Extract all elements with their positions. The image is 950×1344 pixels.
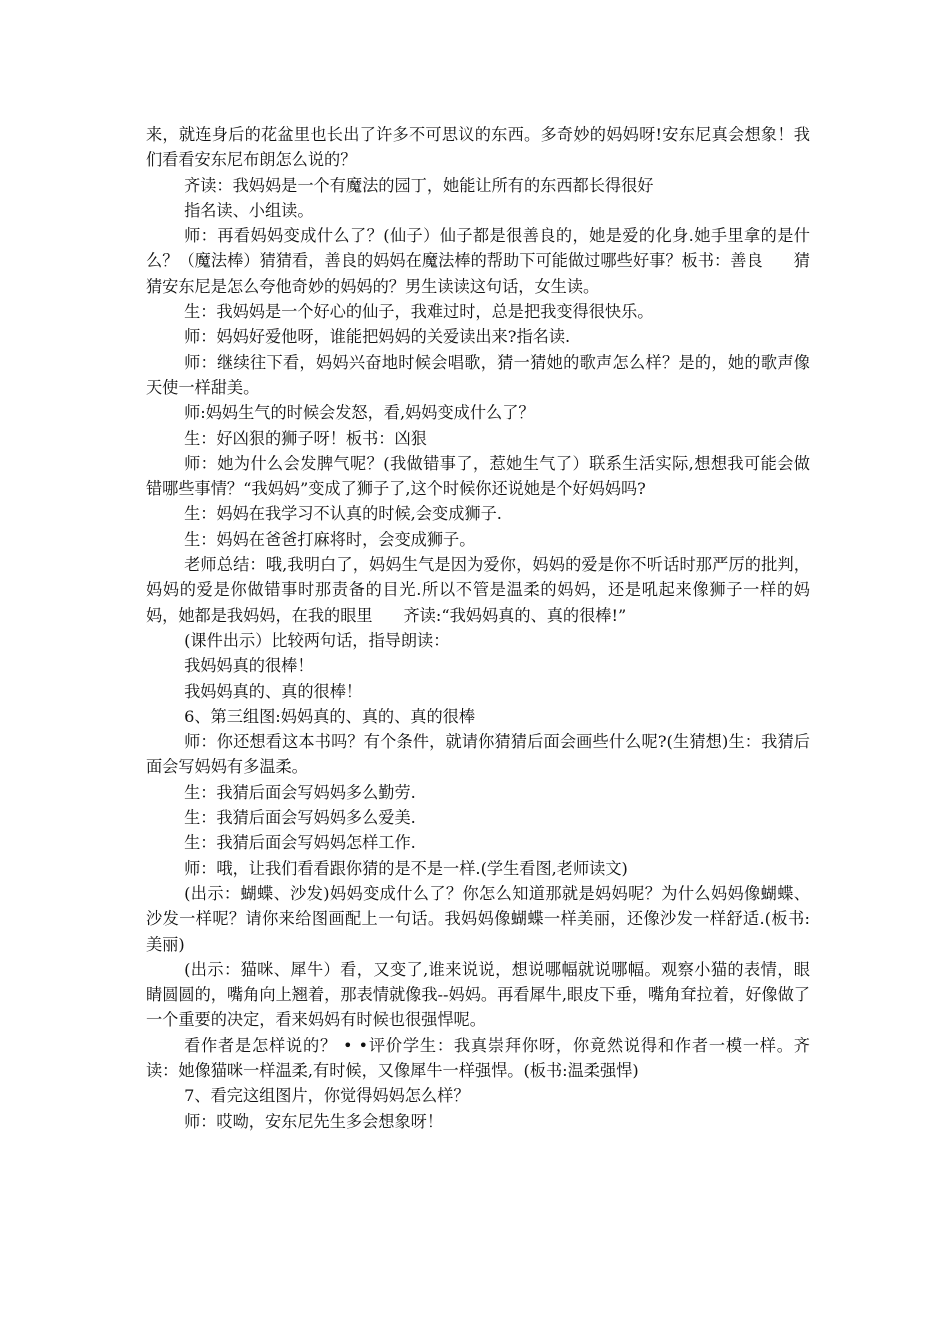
paragraph-section-6-heading: 6、第三组图:妈妈真的、真的、真的很棒 bbox=[184, 706, 476, 726]
paragraph-courseware-compare: (课件出示）比较两句话，指导朗读： bbox=[184, 630, 450, 650]
paragraph-student-study: 生：妈妈在我学习不认真的时候,会变成狮子. bbox=[184, 504, 502, 524]
paragraph-continuation: 来，就连身后的花盆里也长出了许多不可思议的东西。多奇妙的妈妈呀!安东尼真会想象！我们看看安东尼布朗怎么说的？ bbox=[146, 125, 810, 170]
paragraph-author-says: 看作者是怎样说的？ • •评价学生：我真崇拜你呀，你竟然说得和作者一模一样。齐读：她像猫咪一样温柔,有时候，又像犀牛一样强悍。(板书:温柔强悍) bbox=[146, 1035, 810, 1080]
paragraph-teacher-fairy: 师：再看妈妈变成什么了？(仙子）仙子都是很善良的，她是爱的化身.她手里拿的是什么？（魔法棒）猜猜看，善良的妈妈在魔法棒的帮助下可能做过哪些好事？板书：善良 猜猜安东尼是怎么夸他奇妙的妈妈的？男生读读这句话，女生读。 bbox=[146, 226, 810, 296]
paragraph-teacher-singing: 师：继续往下看，妈妈兴奋地时候会唱歌，猜一猜她的歌声怎么样？是的，她的歌声像天使一样甜美。 bbox=[146, 352, 810, 397]
document-page bbox=[146, 122, 810, 1134]
paragraph-teacher-closing: 师：哎呦，安东尼先生多会想象呀！ bbox=[184, 1111, 444, 1131]
paragraph-butterfly-sofa: (出示：蝴蝶、沙发)妈妈变成什么了？你怎么知道那就是妈妈呢？为什么妈妈像蝴蝶、沙发一样呢？请你来给图画配上一句话。我妈妈像蝴蝶一样美丽，还像沙发一样舒适.(板书:美丽) bbox=[146, 883, 810, 954]
paragraph-teacher-look: 师：哦，让我们看看跟你猜的是不是一样.(学生看图,老师读文) bbox=[184, 858, 628, 878]
paragraph-student-work: 生：我猜后面会写妈妈怎样工作. bbox=[184, 833, 416, 853]
paragraph-student-beauty: 生：我猜后面会写妈妈多么爱美. bbox=[184, 808, 416, 828]
paragraph-teacher-summary: 老师总结：哦,我明白了，妈妈生气是因为爱你，妈妈的爱是你不听话时那严厉的批判，妈妈的爱是你做错事时那责备的目光.所以不管是温柔的妈妈，还是吼起来像狮子一样的妈妈，她都是我妈妈，在我的眼里 齐读:“我妈妈真的、真的很棒!” bbox=[146, 555, 810, 625]
paragraph-teacher-love: 师：妈妈好爱他呀，谁能把妈妈的关爱读出来?指名读. bbox=[184, 327, 571, 347]
paragraph-student-fairy: 生：我妈妈是一个好心的仙子，我难过时，总是把我变得很快乐。 bbox=[184, 302, 654, 322]
paragraph-student-mahjong: 生：妈妈在爸爸打麻将时，会变成狮子。 bbox=[184, 529, 476, 549]
paragraph-named-reading: 指名读、小组读。 bbox=[184, 200, 314, 220]
paragraph-cat-rhino: (出示：猫咪、犀牛）看，又变了,谁来说说，想说哪幅就说哪幅。观察小猫的表情，眼睛圆圆的，嘴角向上翘着，那表情就像我--妈妈。再看犀牛,眼皮下垂，嘴角耷拉着，好像做了一个重要的决定，看来妈妈有时候也很强悍呢。 bbox=[146, 959, 810, 1030]
paragraph-sentence-one: 我妈妈真的很棒！ bbox=[184, 656, 314, 676]
paragraph-sentence-two: 我妈妈真的、真的很棒！ bbox=[184, 681, 363, 701]
paragraph-section-7-heading: 7、看完这组图片，你觉得妈妈怎么样？ bbox=[184, 1086, 470, 1106]
paragraph-teacher-guess: 师：你还想看这本书吗？有个条件，就请你猜猜后面会画些什么呢?(生猜想)生：我猜后面会写妈妈有多温柔。 bbox=[146, 732, 810, 777]
paragraph-teacher-angry: 师:妈妈生气的时候会发怒，看,妈妈变成什么了？ bbox=[184, 403, 535, 423]
paragraph-student-lion: 生：好凶狠的狮子呀！板书：凶狠 bbox=[184, 428, 427, 448]
paragraph-student-hardworking: 生：我猜后面会写妈妈多么勤劳. bbox=[184, 782, 416, 802]
paragraph-choral-reading-gardener: 齐读：我妈妈是一个有魔法的园丁，她能让所有的东西都长得很好 bbox=[184, 175, 654, 195]
paragraph-teacher-why-angry: 师：她为什么会发脾气呢？(我做错事了，惹她生气了）联系生活实际,想想我可能会做错哪些事情？“我妈妈”变成了狮子了,这个时候你还说她是个好妈妈吗? bbox=[146, 453, 810, 499]
